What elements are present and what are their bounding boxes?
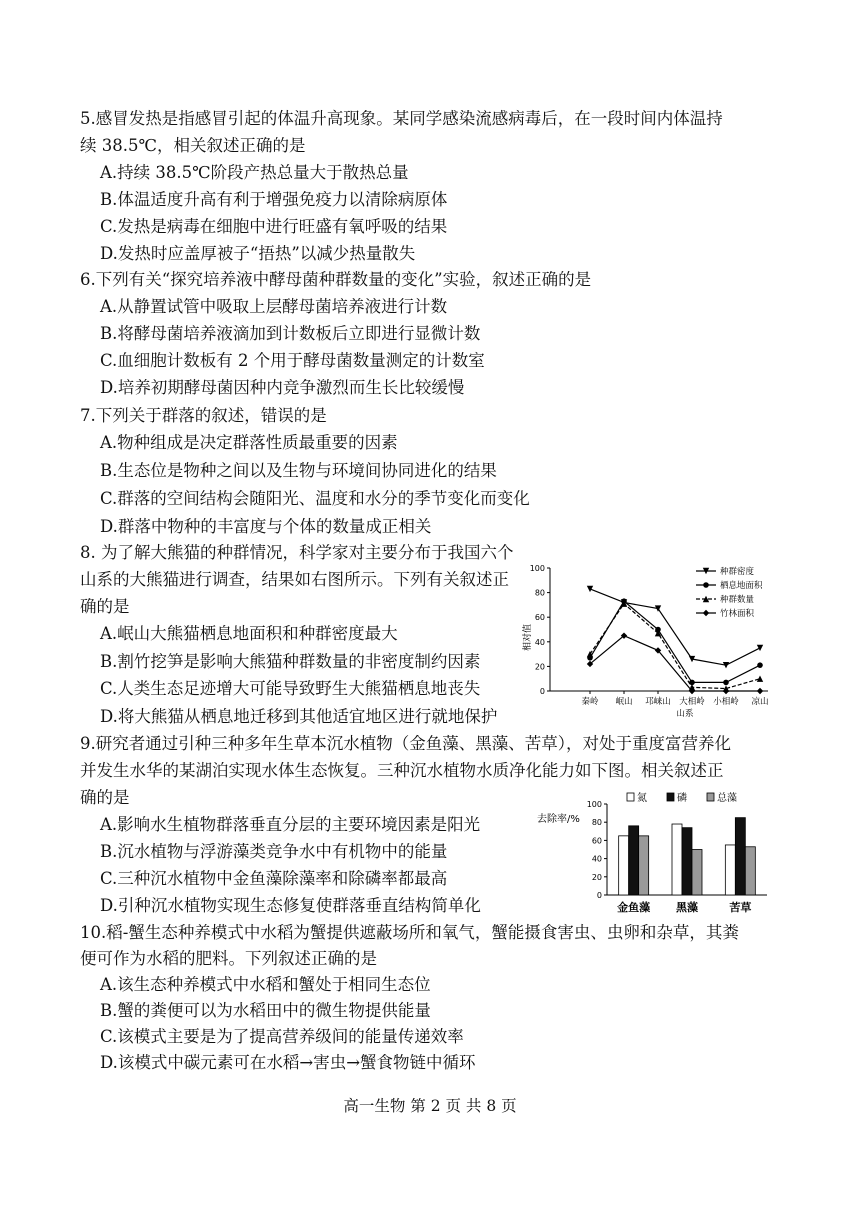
y-tick-label: 60 <box>591 836 602 846</box>
q5-option-a: A.持续 38.5℃阶段产热总量大于散热总量 <box>100 163 409 182</box>
q10-option-d: D.该模式中碳元素可在水稻→害虫→蟹食物链中循环 <box>100 1053 476 1072</box>
q10-stem-line1: 10.稻-蟹生态种养模式中水稻为蟹提供遮蔽场所和氧气，蟹能摄食害虫、虫卵和杂草，其粪 <box>80 923 739 942</box>
removal-rate-bar-chart <box>535 790 770 918</box>
q8-option-b: B.割竹挖笋是影响大熊猫种群数量的非密度制约因素 <box>100 652 481 671</box>
y-tick-label: 80 <box>591 818 602 828</box>
legend-label: 磷 <box>677 793 687 804</box>
q6-option-d: D.培养初期酵母菌因种内竞争激烈而生长比较缓慢 <box>100 378 465 397</box>
q7-stem: 7.下列关于群落的叙述，错误的是 <box>80 406 327 425</box>
data-point <box>587 586 593 592</box>
data-point <box>757 676 763 682</box>
legend-marker <box>703 582 709 588</box>
q10-option-b: B.蟹的粪便可以为水稻田中的微生物提供能量 <box>100 1001 431 1020</box>
page-footer: 高一生物 第 2 页 共 8 页 <box>343 1097 517 1115</box>
y-tick-label: 0 <box>596 891 602 900</box>
data-point <box>757 662 763 668</box>
legend-label: 氮 <box>637 793 647 804</box>
q9-option-b: B.沉水植物与浮游藻类竞争水中有机物中的能量 <box>100 842 448 861</box>
x-tick-label: 苦草 <box>729 901 752 914</box>
bar <box>619 836 629 895</box>
x-tick-label: 邛崃山 <box>645 697 671 707</box>
x-tick-label: 黑藻 <box>676 901 698 914</box>
y-axis-label: 去除率/% <box>537 814 580 825</box>
x-tick-label: 大相岭 <box>679 697 705 707</box>
q9-stem-line1: 9.研究者通过引种三种多年生草本沉水植物（金鱼藻、黑藻、苦草），对处于重度富营养化 <box>80 734 731 753</box>
y-tick-label: 60 <box>534 613 545 623</box>
q5-option-c: C.发热是病毒在细胞中进行旺盛有氧呼吸的结果 <box>100 217 448 236</box>
legend-swatch <box>627 793 634 801</box>
legend-label: 竹林面积 <box>720 609 755 619</box>
y-tick-label: 40 <box>591 854 602 864</box>
q7-option-d: D.群落中物种的丰富度与个体的数量成正相关 <box>100 517 432 536</box>
q9-option-c: C.三种沉水植物中金鱼藻除藻率和除磷率都最高 <box>100 869 448 888</box>
y-tick-label: 80 <box>534 588 545 598</box>
data-point <box>723 680 729 686</box>
x-tick-label: 秦岭 <box>581 697 599 707</box>
y-tick-label: 20 <box>591 872 602 882</box>
q9-stem-line3: 确的是 <box>80 788 130 807</box>
data-point <box>757 688 763 694</box>
y-tick-label: 0 <box>539 687 545 696</box>
q10-option-c: C.该模式主要是为了提高营养级间的能量传递效率 <box>100 1027 464 1046</box>
data-point <box>757 645 763 651</box>
legend-swatch <box>707 793 714 801</box>
q8-option-c: C.人类生态足迹增大可能导致野生大熊猫栖息地丧失 <box>100 679 481 698</box>
q6-option-a: A.从静置试管中吸取上层酵母菌培养液进行计数 <box>100 297 448 316</box>
q6-option-b: B.将酵母菌培养液滴加到计数板后立即进行显微计数 <box>100 324 481 343</box>
bar <box>745 847 755 895</box>
q8-stem-line2: 山系的大熊猫进行调查，结果如右图所示。下列有关叙述正 <box>80 570 509 589</box>
q6-stem: 6.下列有关“探究培养液中酵母菌种群数量的变化”实验，叙述正确的是 <box>80 270 592 289</box>
q5-stem-line1: 5.感冒发热是指感冒引起的体温升高现象。某同学感染流感病毒后，在一段时间内体温持 <box>80 109 723 128</box>
q10-option-a: A.该生态种养模式中水稻和蟹处于相同生态位 <box>100 975 431 994</box>
bar <box>672 824 682 895</box>
x-tick-label: 小相岭 <box>713 697 739 707</box>
q10-stem-line2: 便可作为水稻的肥料。下列叙述正确的是 <box>80 949 377 968</box>
q9-stem-line2: 并发生水华的某湖泊实现水体生态恢复。三种沉水植物水质净化能力如下图。相关叙述正 <box>80 761 724 780</box>
q8-option-d: D.将大熊猫从栖息地迁移到其他适宜地区进行就地保护 <box>100 707 498 726</box>
x-tick-label: 凉山 <box>751 697 769 707</box>
legend-label: 种群密度 <box>720 567 755 577</box>
y-tick-label: 40 <box>534 637 545 647</box>
q6-option-c: C.血细胞计数板有 2 个用于酵母菌数量测定的计数室 <box>100 351 485 370</box>
q5-option-d: D.发热时应盖厚被子“捂热”以减少热量散失 <box>100 244 416 263</box>
panda-line-chart <box>510 558 780 723</box>
y-tick-label: 100 <box>529 564 545 573</box>
q8-option-a: A.岷山大熊猫栖息地面积和种群密度最大 <box>100 624 398 643</box>
y-axis-label: 相对值 <box>523 623 533 652</box>
x-axis-label: 山系 <box>676 709 694 719</box>
q5-stem-line2: 续 38.5℃，相关叙述正确的是 <box>80 136 306 155</box>
q5-option-b: B.体温适度升高有利于增强免疫力以清除病原体 <box>100 190 448 209</box>
x-tick-label: 金鱼藻 <box>617 901 651 914</box>
bar <box>639 836 649 895</box>
bar <box>725 845 735 895</box>
legend-label: 种群数量 <box>720 595 755 605</box>
y-tick-label: 100 <box>586 800 602 809</box>
q8-stem-line3: 确的是 <box>80 597 130 616</box>
legend-marker <box>703 610 709 616</box>
bar <box>629 826 639 895</box>
legend-label: 总藻 <box>717 793 737 804</box>
q8-stem-line1: 8. 为了解大熊猫的种群情况，科学家对主要分布于我国六个 <box>80 543 514 562</box>
q7-option-c: C.群落的空间结构会随阳光、温度和水分的季节变化而变化 <box>100 489 530 508</box>
q9-option-d: D.引种沉水植物实现生态修复使群落垂直结构简单化 <box>100 896 481 915</box>
q9-option-a: A.影响水生植物群落垂直分层的主要环境因素是阳光 <box>100 815 481 834</box>
x-tick-label: 岷山 <box>615 697 633 707</box>
bar <box>682 828 692 895</box>
bar <box>692 850 702 896</box>
legend-label: 栖息地面积 <box>720 581 763 591</box>
y-tick-label: 20 <box>534 662 545 672</box>
series-line-3 <box>590 636 760 691</box>
q7-option-b: B.生态位是物种之间以及生物与环境间协同进化的结果 <box>100 461 497 480</box>
legend-swatch <box>667 793 674 801</box>
q7-option-a: A.物种组成是决定群落性质最重要的因素 <box>100 433 398 452</box>
bar <box>735 818 745 895</box>
